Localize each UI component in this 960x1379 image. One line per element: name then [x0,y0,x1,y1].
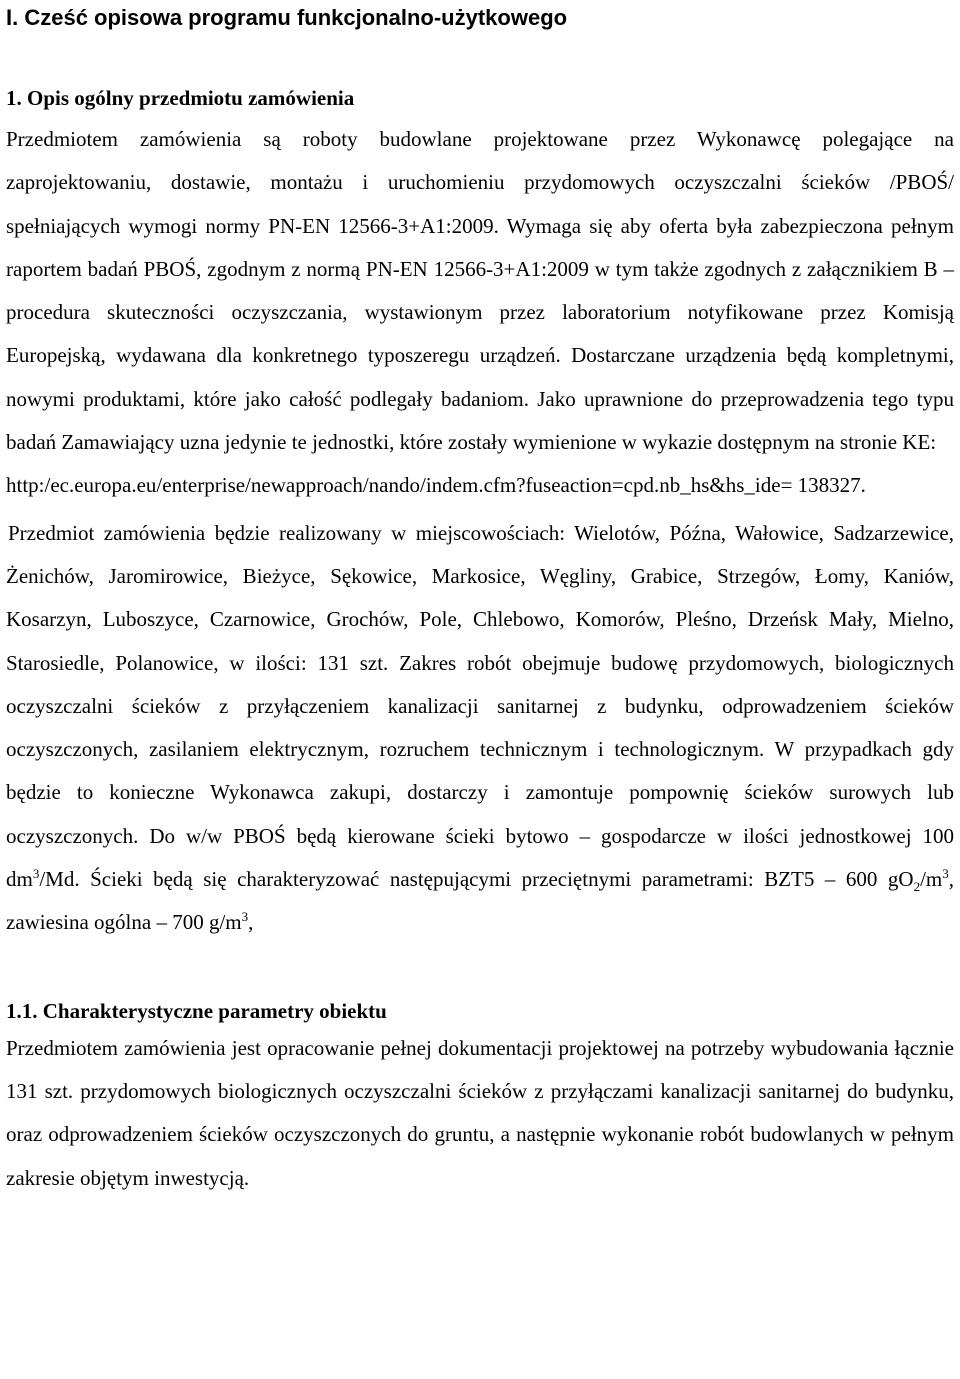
superscript-3: 3 [241,909,249,925]
nando-url: http:/ec.europa.eu/enterprise/newapproach/nando/indem.cfm?fuseaction=cpd.nb_hs&hs_ide= 138327. [6,473,866,498]
section-1-heading: 1. Opis ogólny przedmiotu zamówienia [6,86,355,110]
paragraph-2-text-a: Przedmiot zamówienia będzie realizowany w miejscowościach: Wielotów, Późna, Wałowice, Sadzarzewice, Żenichów, Jaromirowice, Bieżyce, Sękowice, Markosice, Węgliny, Grabice, Strzegów, Łomy, Kaniów, Kosarzyn, Luboszyce, Czarnowice, Grochów, Pole, Chlebowo, Komorów, Pleśno, Drzeńsk Mały, Mielno, Starosiedle, Polanowice, w ilości: 131 szt. Zakres robót obejmuje budowę przydomowych, biologicznych oczyszczalni ścieków z przyłączeniem kanalizacji sanitarnej z budynku, odprowadzeniem ścieków oczyszczonych, zasilaniem elektrycznym, rozruchem technicznym i technologicznym. W przypadkach gdy będzie to konieczne Wykonawca zakupi, dostarczy i zamontuje pompownię ścieków surowych lub oczyszczonych. Do w/w PBOŚ będą kierowane ścieki bytowo – gospodarcze w ilości jednostkowej 100 dm [6,520,954,892]
paragraph-1-text: Przedmiotem zamówienia są roboty budowlane projektowane przez Wykonawcę polegające na zaprojektowaniu, dostawie, montażu i uruchomieniu przydomowych oczyszczalni ścieków /PBOŚ/ spełniających wymogi normy PN-EN 12566-3+A1:2009. Wymaga się aby oferta była zabezpieczona pełnym raportem badań PBOŚ, zgodnym z normą PN-EN 12566-3+A1:2009 w tym także zgodnych z załącznikiem B – procedura skuteczności oczyszczania, wystawionym przez laboratorium notyfikowane przez Komisją Europejską, wydawana dla konkretnego typoszeregu urządzeń. Dostarczane urządzenia będą kompletnymi, nowymi produktami, które jako całość podlegały badaniom. Jako uprawnione do przeprowadzenia tego typu badań Zamawiający uzna jedynie te jednostki, które zostały wymienione w wykazie dostępnym na stronie KE: [6,127,954,455]
paragraph-2-text-e: , [248,910,254,935]
section-1-paragraph-2 [6,512,954,945]
section-1-1-heading: 1.1. Charakterystyczne parametry obiektu [6,998,387,1023]
document-heading: I. Cześć opisowa programu funkcjonalno-użytkowego [6,5,568,30]
subscript-1: 2 [913,879,921,895]
paragraph-2-text-d: , zawiesina ogólna – 700 g/m [6,867,954,935]
section-1-paragraph-1 [6,118,954,508]
paragraph-2-text-c: /m [920,867,943,892]
paragraph-2-text-b: /Md. Ścieki będą się charakteryzować następującymi przeciętnymi parametrami: BZT5 – 600 gO [39,867,914,892]
superscript-1: 3 [32,866,40,882]
section-1-1-paragraph: Przedmiotem zamówienia jest opracowanie pełnej dokumentacji projektowej na potrzeby wybudowania łącznie 131 szt. przydomowych biologicznych oczyszczalni ścieków z przyłączami kanalizacji sanitarnej do budynku, oraz odprowadzeniem ścieków oczyszczonych do gruntu, a następnie wykonanie robót budowlanych w pełnym zakresie objętym inwestycją. [6,1035,954,1190]
superscript-2: 3 [942,866,949,882]
